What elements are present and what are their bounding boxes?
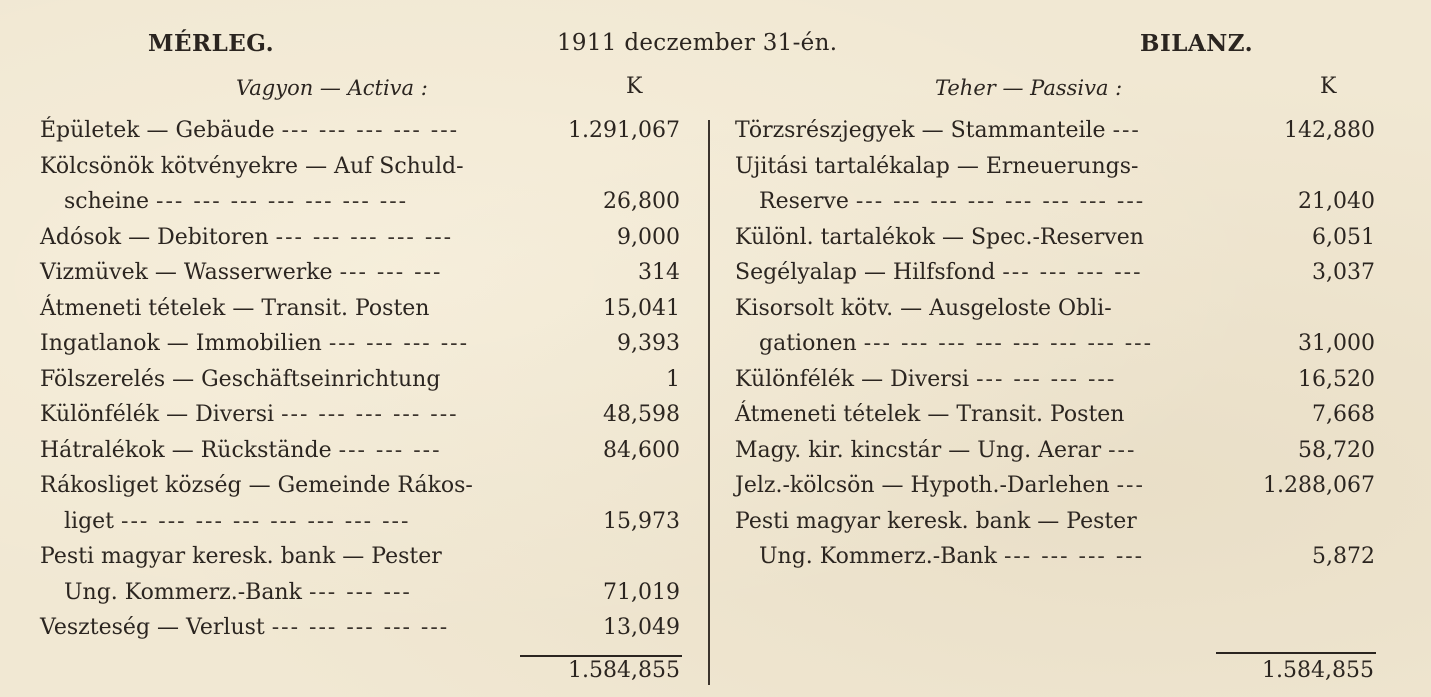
row-label-group xyxy=(759,539,1144,575)
row-label: Rákosliget község — Gemeinde Rákos- xyxy=(40,473,473,498)
row-label: Törzsrészjegyek — Stammanteile xyxy=(735,118,1106,143)
row-label: gationen xyxy=(759,331,857,356)
row-label-group xyxy=(40,220,453,256)
row-label-group xyxy=(735,255,1143,291)
ledger-row xyxy=(735,504,1375,540)
row-label-group xyxy=(40,468,473,504)
row-leader: --- --- --- --- --- xyxy=(281,402,459,427)
row-label: Különl. tartalékok — Spec.-Reserven xyxy=(735,224,1144,250)
row-amount: 84,600 xyxy=(603,437,680,463)
row-leader: --- --- --- --- --- --- --- --- xyxy=(863,331,1154,356)
ledger-row xyxy=(735,220,1375,256)
row-label: Átmeneti tételek — Transit. Posten xyxy=(735,402,1125,427)
row-leader: --- --- --- --- --- --- --- --- xyxy=(855,189,1146,214)
row-label: Fölszerelés — Geschäftseinrichtung xyxy=(40,366,441,392)
assets-total-rule xyxy=(520,655,682,657)
row-label-group xyxy=(40,326,469,362)
row-label: Segélyalap — Hilfsfond xyxy=(735,260,996,285)
ledger-row xyxy=(40,610,680,646)
ledger-row xyxy=(735,539,1375,575)
row-label-group xyxy=(64,504,410,540)
row-label-group xyxy=(64,184,408,220)
row-label: scheine xyxy=(64,189,150,214)
row-amount: 6,051 xyxy=(1312,224,1375,250)
row-label: liget xyxy=(64,508,115,534)
row-label: Hátralékok — Rückstände xyxy=(40,437,332,463)
liabilities-total: 1.584,855 xyxy=(1262,658,1374,683)
ledger-row xyxy=(40,113,680,149)
row-label-group xyxy=(64,575,412,611)
row-leader: --- --- --- --- --- --- --- --- xyxy=(121,508,411,534)
row-label: Ujitási tartalékalap — Erneuerungs- xyxy=(735,153,1139,179)
row-label: Adósok — Debitoren xyxy=(40,224,269,250)
row-label-group xyxy=(735,113,1141,149)
ledger-row xyxy=(735,362,1375,398)
row-amount: 1 xyxy=(666,366,680,392)
liabilities-unit: K xyxy=(1320,74,1337,99)
ledger-row xyxy=(40,433,680,469)
title-german: BILANZ. xyxy=(1140,30,1254,57)
row-leader: --- --- --- --- --- --- --- xyxy=(156,189,409,214)
ledger-row xyxy=(735,397,1375,433)
row-label-group xyxy=(40,291,429,327)
row-label-group xyxy=(40,539,442,575)
row-label: Jelz.-kölcsön — Hypoth.-Darlehen xyxy=(735,473,1110,498)
row-label: Vizmüvek — Wasserwerke xyxy=(40,260,333,285)
row-amount: 1.288,067 xyxy=(1263,473,1375,498)
row-amount: 16,520 xyxy=(1298,366,1375,392)
row-label-group xyxy=(735,362,1116,398)
row-amount: 7,668 xyxy=(1312,402,1375,427)
row-label-group xyxy=(40,149,464,185)
title-hungarian: MÉRLEG. xyxy=(148,30,275,57)
row-label: Ung. Kommerz.-Bank xyxy=(759,544,997,569)
ledger-row xyxy=(735,468,1375,504)
ledger-row xyxy=(40,291,680,327)
row-label: Épületek — Gebäude xyxy=(40,118,275,143)
row-amount: 314 xyxy=(638,260,680,285)
row-amount: 5,872 xyxy=(1312,544,1375,569)
ledger-row xyxy=(40,326,680,362)
row-amount: 31,000 xyxy=(1298,331,1375,356)
row-leader: --- xyxy=(1116,473,1145,498)
ledger-row xyxy=(40,504,680,540)
row-leader: --- --- --- xyxy=(339,260,443,285)
row-leader: --- xyxy=(1112,118,1141,143)
ledger-row xyxy=(40,149,680,185)
row-amount: 13,049 xyxy=(603,615,680,640)
row-label: Ung. Kommerz.-Bank xyxy=(64,579,302,605)
row-amount: 9,393 xyxy=(617,331,680,356)
row-label-group xyxy=(735,220,1144,256)
row-amount: 1.291,067 xyxy=(568,118,680,143)
row-leader: --- --- --- --- --- xyxy=(271,615,450,640)
row-label-group xyxy=(735,504,1137,540)
row-leader: --- --- --- --- --- xyxy=(281,118,460,143)
row-amount: 15,041 xyxy=(603,295,680,321)
assets-heading: Vagyon — Activa : xyxy=(236,76,428,100)
ledger-row xyxy=(735,291,1375,327)
column-divider xyxy=(708,120,710,685)
row-label: Különfélék — Diversi xyxy=(40,402,275,427)
ledger-row xyxy=(735,255,1375,291)
date-heading: 1911 deczember 31-én. xyxy=(557,30,838,56)
row-leader: --- --- --- --- xyxy=(1003,544,1145,569)
row-label-group xyxy=(40,113,459,149)
ledger-row xyxy=(40,397,680,433)
ledger-row xyxy=(40,575,680,611)
liabilities-total-rule xyxy=(1216,652,1376,654)
ledger-row xyxy=(735,184,1375,220)
row-label: Veszteség — Verlust xyxy=(40,615,265,640)
ledger-row xyxy=(735,113,1375,149)
ledger-row xyxy=(735,433,1375,469)
row-label: Magy. kir. kincstár — Ung. Aerar xyxy=(735,437,1102,463)
ledger-row xyxy=(735,149,1375,185)
row-label: Kisorsolt kötv. — Ausgeloste Obli- xyxy=(735,295,1112,321)
row-label-group xyxy=(40,610,449,646)
assets-column xyxy=(40,113,680,646)
assets-unit: K xyxy=(626,74,643,99)
ledger-row xyxy=(40,184,680,220)
liabilities-heading: Teher — Passiva : xyxy=(935,76,1123,100)
row-leader: --- --- --- xyxy=(308,579,412,605)
row-amount: 48,598 xyxy=(603,402,680,427)
ledger-row xyxy=(735,326,1375,362)
row-label: Különfélék — Diversi xyxy=(735,366,970,392)
row-leader: --- --- --- --- xyxy=(976,366,1117,392)
ledger-row xyxy=(40,539,680,575)
ledger-row xyxy=(40,362,680,398)
row-amount: 9,000 xyxy=(617,224,680,250)
row-label-group xyxy=(40,397,459,433)
row-leader: --- xyxy=(1108,437,1137,463)
row-label-group xyxy=(735,291,1112,327)
row-label-group xyxy=(735,433,1136,469)
row-label-group xyxy=(759,326,1153,362)
row-amount: 142,880 xyxy=(1284,118,1375,143)
ledger-row xyxy=(40,255,680,291)
row-label: Pesti magyar keresk. bank — Pester xyxy=(735,508,1137,534)
row-amount: 15,973 xyxy=(603,508,680,534)
row-leader: --- --- --- xyxy=(338,437,442,463)
assets-total: 1.584,855 xyxy=(568,658,680,683)
row-label: Reserve xyxy=(759,189,849,214)
row-label-group xyxy=(40,433,442,469)
row-amount: 21,040 xyxy=(1298,189,1375,214)
row-label-group xyxy=(759,184,1145,220)
row-label-group xyxy=(40,255,442,291)
row-amount: 3,037 xyxy=(1312,260,1375,285)
row-amount: 26,800 xyxy=(603,189,680,214)
row-leader: --- --- --- --- xyxy=(1002,260,1143,285)
row-amount: 71,019 xyxy=(603,579,680,605)
liabilities-column xyxy=(735,113,1375,575)
row-leader: --- --- --- --- xyxy=(328,331,470,356)
row-label-group xyxy=(735,397,1124,433)
ledger-row xyxy=(40,468,680,504)
row-label: Pesti magyar keresk. bank — Pester xyxy=(40,544,442,569)
row-label: Átmeneti tételek — Transit. Posten xyxy=(40,295,430,321)
row-label-group xyxy=(735,468,1145,504)
row-label-group xyxy=(40,362,440,398)
row-leader: --- --- --- --- --- xyxy=(275,224,454,250)
row-label: Ingatlanok — Immobilien xyxy=(40,331,322,356)
row-label-group xyxy=(735,149,1138,185)
row-label: Kölcsönök kötvényekre — Auf Schuld- xyxy=(40,153,464,179)
ledger-row xyxy=(40,220,680,256)
row-amount: 58,720 xyxy=(1298,437,1375,463)
